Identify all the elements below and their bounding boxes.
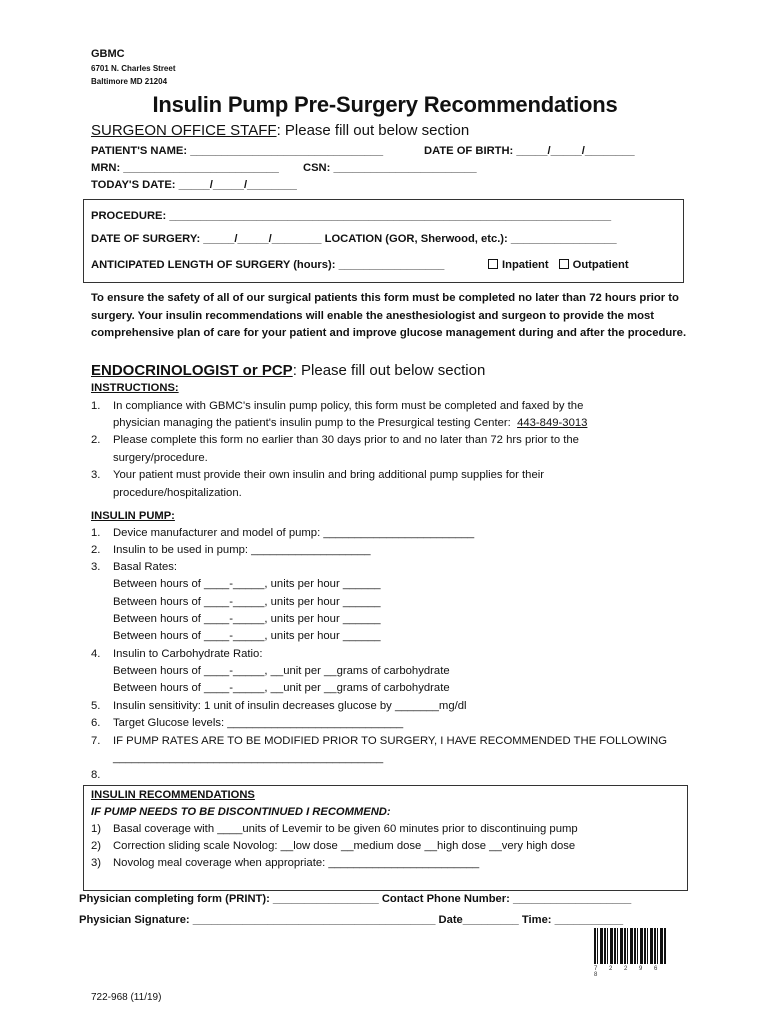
safety-paragraph: To ensure the safety of all of our surgical patients this form must be completed no later than 72 hours prior to surgery. Your insulin recommendations will enable the anesthesiologist and surgeon to provide the most comprehensive plan of care for your patient and improve glucose management during and after the procedure. — [91, 292, 687, 339]
inpatient-checkbox[interactable] — [488, 259, 498, 269]
mrn-field[interactable]: MRN: _________________________ — [91, 162, 279, 174]
date-of-birth-field[interactable]: DATE OF BIRTH: _____/_____/________ — [424, 145, 635, 157]
endo-section-heading — [91, 362, 485, 379]
csn-field[interactable]: CSN: _______________________ — [303, 162, 477, 174]
outpatient-checkbox[interactable] — [559, 259, 569, 269]
pump-item-4: 4. Insulin to Carbohydrate Ratio: — [91, 648, 263, 660]
carb-ratio-row[interactable]: Between hours of ____-_____, __unit per __grams of carbohydrate — [113, 665, 450, 677]
form-title: Insulin Pump Pre-Surgery Recommendations — [152, 92, 618, 117]
pump-item-7: 7. IF PUMP RATES ARE TO BE MODIFIED PRIOR TO SURGERY, I HAVE RECOMMENDED THE FOLLOWING — [91, 735, 668, 747]
basal-rate-row[interactable]: Between hours of ____-_____, units per hour ______ — [113, 613, 381, 625]
pump-item-5[interactable]: 5. Insulin sensitivity: 1 unit of insulin decreases glucose by _______mg/dl — [91, 700, 467, 712]
endo-heading-rest: : Please fill out below section — [292, 362, 486, 379]
insulin-pump-heading: INSULIN PUMP: — [91, 510, 175, 522]
pump-item-6[interactable]: 6. Target Glucose levels: ____________________________ — [91, 717, 404, 729]
procedure-field[interactable]: PROCEDURE: _______________________________________________________________________ — [91, 210, 612, 222]
barcode-image — [594, 928, 666, 964]
basal-rate-row[interactable]: Between hours of ____-_____, units per hour ______ — [113, 578, 381, 590]
pump-item-2[interactable]: 2. Insulin to be used in pump: ___________________ — [91, 544, 371, 556]
date-of-surgery-field[interactable]: DATE OF SURGERY: _____/_____/________ LOCATION (GOR, Sherwood, etc.): _________________ — [91, 233, 617, 245]
basal-rate-row[interactable]: Between hours of ____-_____, units per hour ______ — [113, 596, 381, 608]
physician-print-field[interactable]: Physician completing form (PRINT): _________________ Contact Phone Number: ___________________ — [79, 893, 632, 905]
address-line-2: Baltimore MD 21204 — [91, 77, 168, 86]
pump-item-3: 3. Basal Rates: — [91, 561, 178, 573]
patient-type-options — [478, 259, 629, 271]
todays-date-field[interactable]: TODAY'S DATE: _____/_____/________ — [91, 179, 297, 191]
instruction-1-cont: physician managing the patient's insulin pump to the Presurgical testing Center: 443-849-3013 — [113, 417, 588, 429]
recommendation-item[interactable]: 2) Correction sliding scale Novolog: __low dose __medium dose __high dose __very high dose — [91, 840, 576, 852]
instruction-2: 2. Please complete this form no earlier than 30 days prior to and no later than 72 hrs prior to the — [91, 434, 579, 446]
physician-signature-field[interactable]: Physician Signature: _______________________________________ Date_________ Time: ___________ — [79, 914, 624, 926]
instruction-3-cont: procedure/hospitalization. — [113, 487, 242, 499]
surgeon-heading-rest: : Please fill out below section — [276, 122, 470, 139]
org-name: GBMC — [91, 48, 125, 60]
address-line-1: 6701 N. Charles Street — [91, 64, 176, 73]
pump-item-8: 8. — [91, 769, 101, 781]
instruction-2-cont: surgery/procedure. — [113, 452, 208, 464]
basal-rate-row[interactable]: Between hours of ____-_____, units per hour ______ — [113, 630, 381, 642]
presurgical-phone-link[interactable]: 443-849-3013 — [517, 417, 588, 429]
pump-item-7-line[interactable]: ___________________________________________ — [113, 752, 384, 764]
instruction-1: 1. In compliance with GBMC's insulin pump policy, this form must be completed and faxed by the — [91, 400, 584, 412]
form-number: 722-968 (11/19) — [91, 992, 162, 1003]
anticipated-length-field[interactable]: ANTICIPATED LENGTH OF SURGERY (hours): _________________ — [91, 259, 445, 271]
surgeon-section-heading — [91, 122, 469, 139]
recommendations-heading: INSULIN RECOMMENDATIONS — [91, 789, 255, 801]
recommendation-item[interactable]: 3) Novolog meal coverage when appropriate: ________________________ — [91, 857, 480, 869]
outpatient-label: Outpatient — [572, 259, 629, 271]
carb-ratio-row[interactable]: Between hours of ____-_____, __unit per __grams of carbohydrate — [113, 682, 450, 694]
surgeon-heading-underlined: SURGEON OFFICE STAFF — [91, 122, 277, 139]
patient-name-field[interactable]: PATIENT'S NAME: _______________________________ — [91, 145, 384, 157]
recommendations-subheading: IF PUMP NEEDS TO BE DISCONTINUED I RECOMMEND: — [91, 806, 391, 818]
endo-heading-underlined: ENDOCRINOLOGIST or PCP — [91, 362, 293, 379]
instructions-heading: INSTRUCTIONS: — [91, 382, 179, 394]
recommendation-item[interactable]: 1) Basal coverage with ____units of Levemir to be given 60 minutes prior to discontinuing pump — [91, 823, 578, 835]
inpatient-label: Inpatient — [502, 259, 549, 271]
pump-item-1[interactable]: 1. Device manufacturer and model of pump: ________________________ — [91, 527, 475, 539]
barcode-number: 7 2 2 9 6 8 — [594, 966, 663, 978]
instruction-3: 3. Your patient must provide their own insulin and bring additional pump supplies for their — [91, 469, 545, 481]
